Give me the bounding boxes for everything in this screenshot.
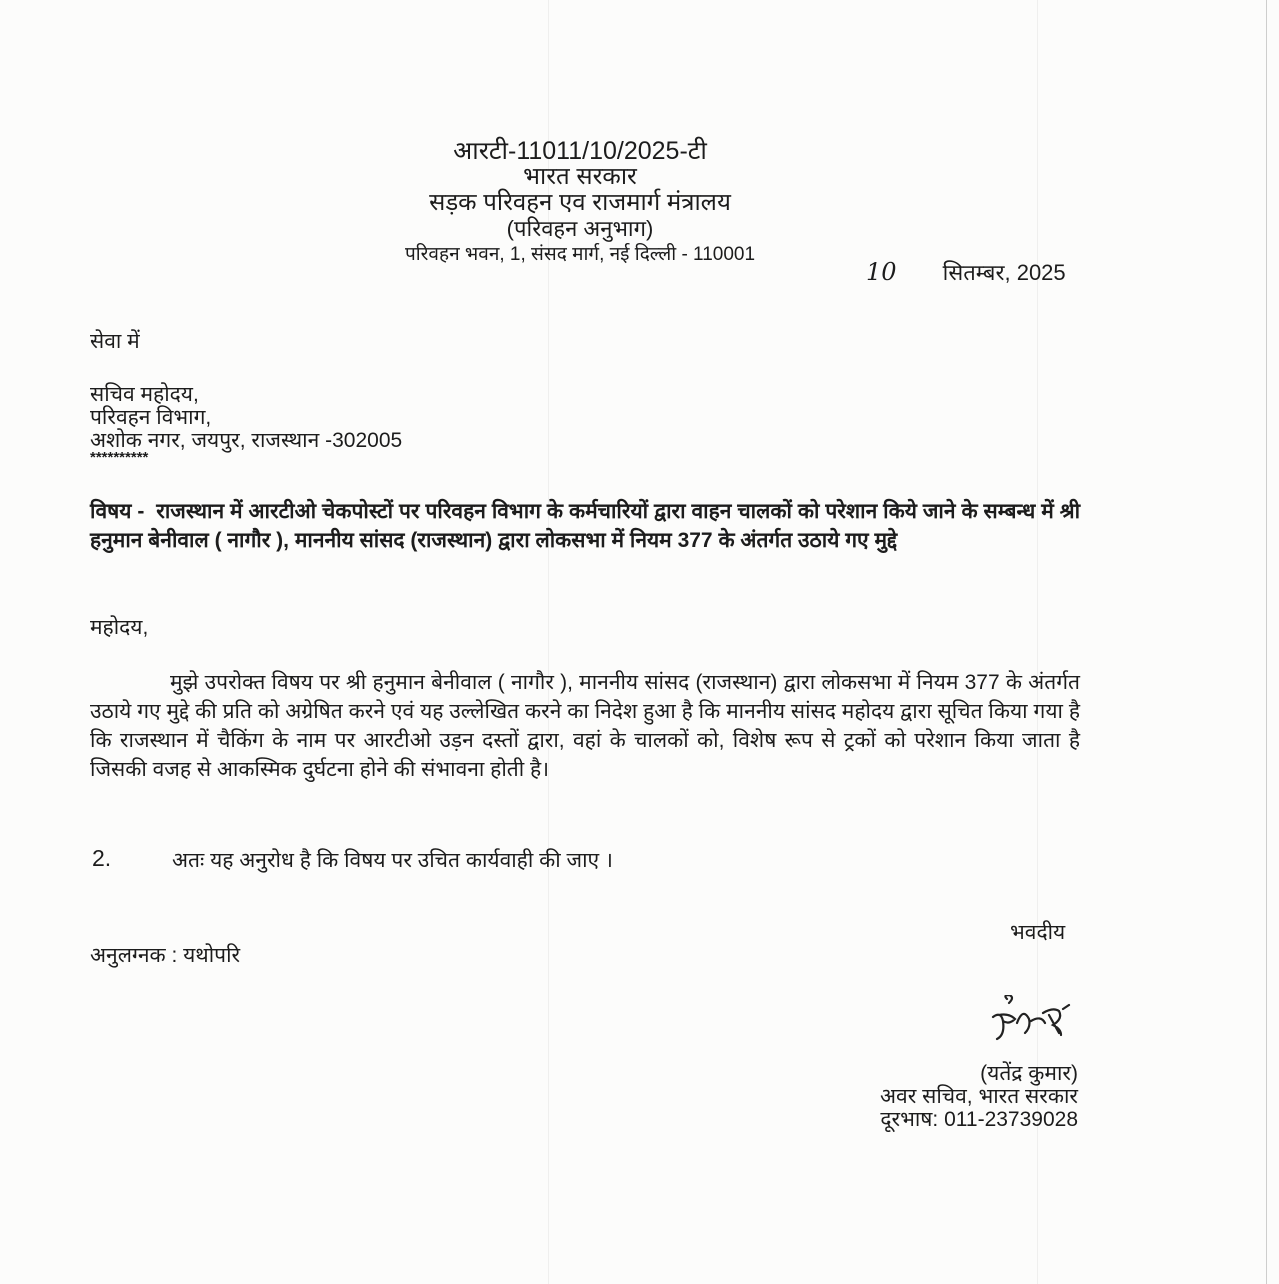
handwritten-signature (985, 995, 1075, 1050)
recipient-line: परिवहन विभाग, (90, 406, 212, 429)
greeting: महोदय, (90, 616, 149, 639)
date-month-year: सितम्बर, 2025 (942, 260, 1066, 285)
signer-name: (यतेंद्र कुमार) (980, 1062, 1078, 1085)
subject-block (90, 497, 1080, 555)
ministry-name: सड़क परिवहन एव राजमार्ग मंत्रालय (429, 189, 731, 216)
subject-text: राजस्थान में आरटीओ चेकपोस्टों पर परिवहन विभाग के कर्मचारियों द्वारा वाहन चालकों को परेशान किये जाने के सम्बन्ध में श्री हनुमान बेनीवाल ( नागौर ), माननीय सांसद (राजस्थान) द्वारा लोकसभा में नियम 377 के अंतर्गत उठाये गए मुद्दे (90, 500, 1081, 552)
subject-label: विषय - (90, 500, 145, 523)
signer-designation: अवर सचिव, भारत सरकार (880, 1085, 1078, 1108)
point-2-text: अतः यह अनुरोध है कि विषय पर उचित कार्यवाही की जाए । (172, 849, 613, 872)
body-paragraph-1 (90, 668, 1080, 784)
date-day-handwritten: 10 (866, 258, 897, 286)
address-separator: ********** (90, 449, 149, 466)
signature-icon (985, 995, 1075, 1045)
section-name: (परिवहन अनुभाग) (506, 216, 654, 241)
letter-date (866, 257, 1066, 287)
recipient-line: अशोक नगर, जयपुर, राजस्थान -302005 (90, 429, 403, 452)
government-name: भारत सरकार (523, 163, 637, 190)
recipient-line: सचिव महोदय, (90, 383, 199, 406)
paragraph-1-text: मुझे उपरोक्त विषय पर श्री हनुमान बेनीवाल ( नागौर ), माननीय सांसद (राजस्थान) द्वारा लोकसभा में नियम 377 के अंतर्गत उठाये गए मुद्दे की प्रति को अग्रेषित करने एवं यह उल्लेखित करने का निदेश हुआ है कि माननीय सांसद महोदय द्वारा सूचित किया गया है कि राजस्थान में चैकिंग के नाम पर आरटीओ उड़न दस्तों द्वारा, वहां के चालकों को, विशेष रूप से ट्रकों को परेशान किया जाता है जिसकी वजह से आकस्मिक दुर्घटना होने की संभावना होती है। (90, 671, 1080, 781)
office-address: परिवहन भवन, 1, संसद मार्ग, नई दिल्ली - 110001 (404, 244, 756, 265)
closing-yours: भवदीय (1010, 921, 1066, 944)
letterhead (300, 138, 860, 268)
enclosure-note: अनुलग्नक : यथोपरि (90, 944, 241, 967)
signer-block (830, 1062, 1078, 1131)
recipient-address (90, 383, 402, 464)
reference-number: आरटी-11011/10/2025-टी (453, 137, 707, 165)
point-number: 2. (92, 845, 112, 871)
signer-phone: दूरभाष: 011-23739028 (880, 1108, 1078, 1131)
salutation-to: सेवा में (90, 330, 140, 353)
scan-edge-line (1266, 0, 1267, 1284)
